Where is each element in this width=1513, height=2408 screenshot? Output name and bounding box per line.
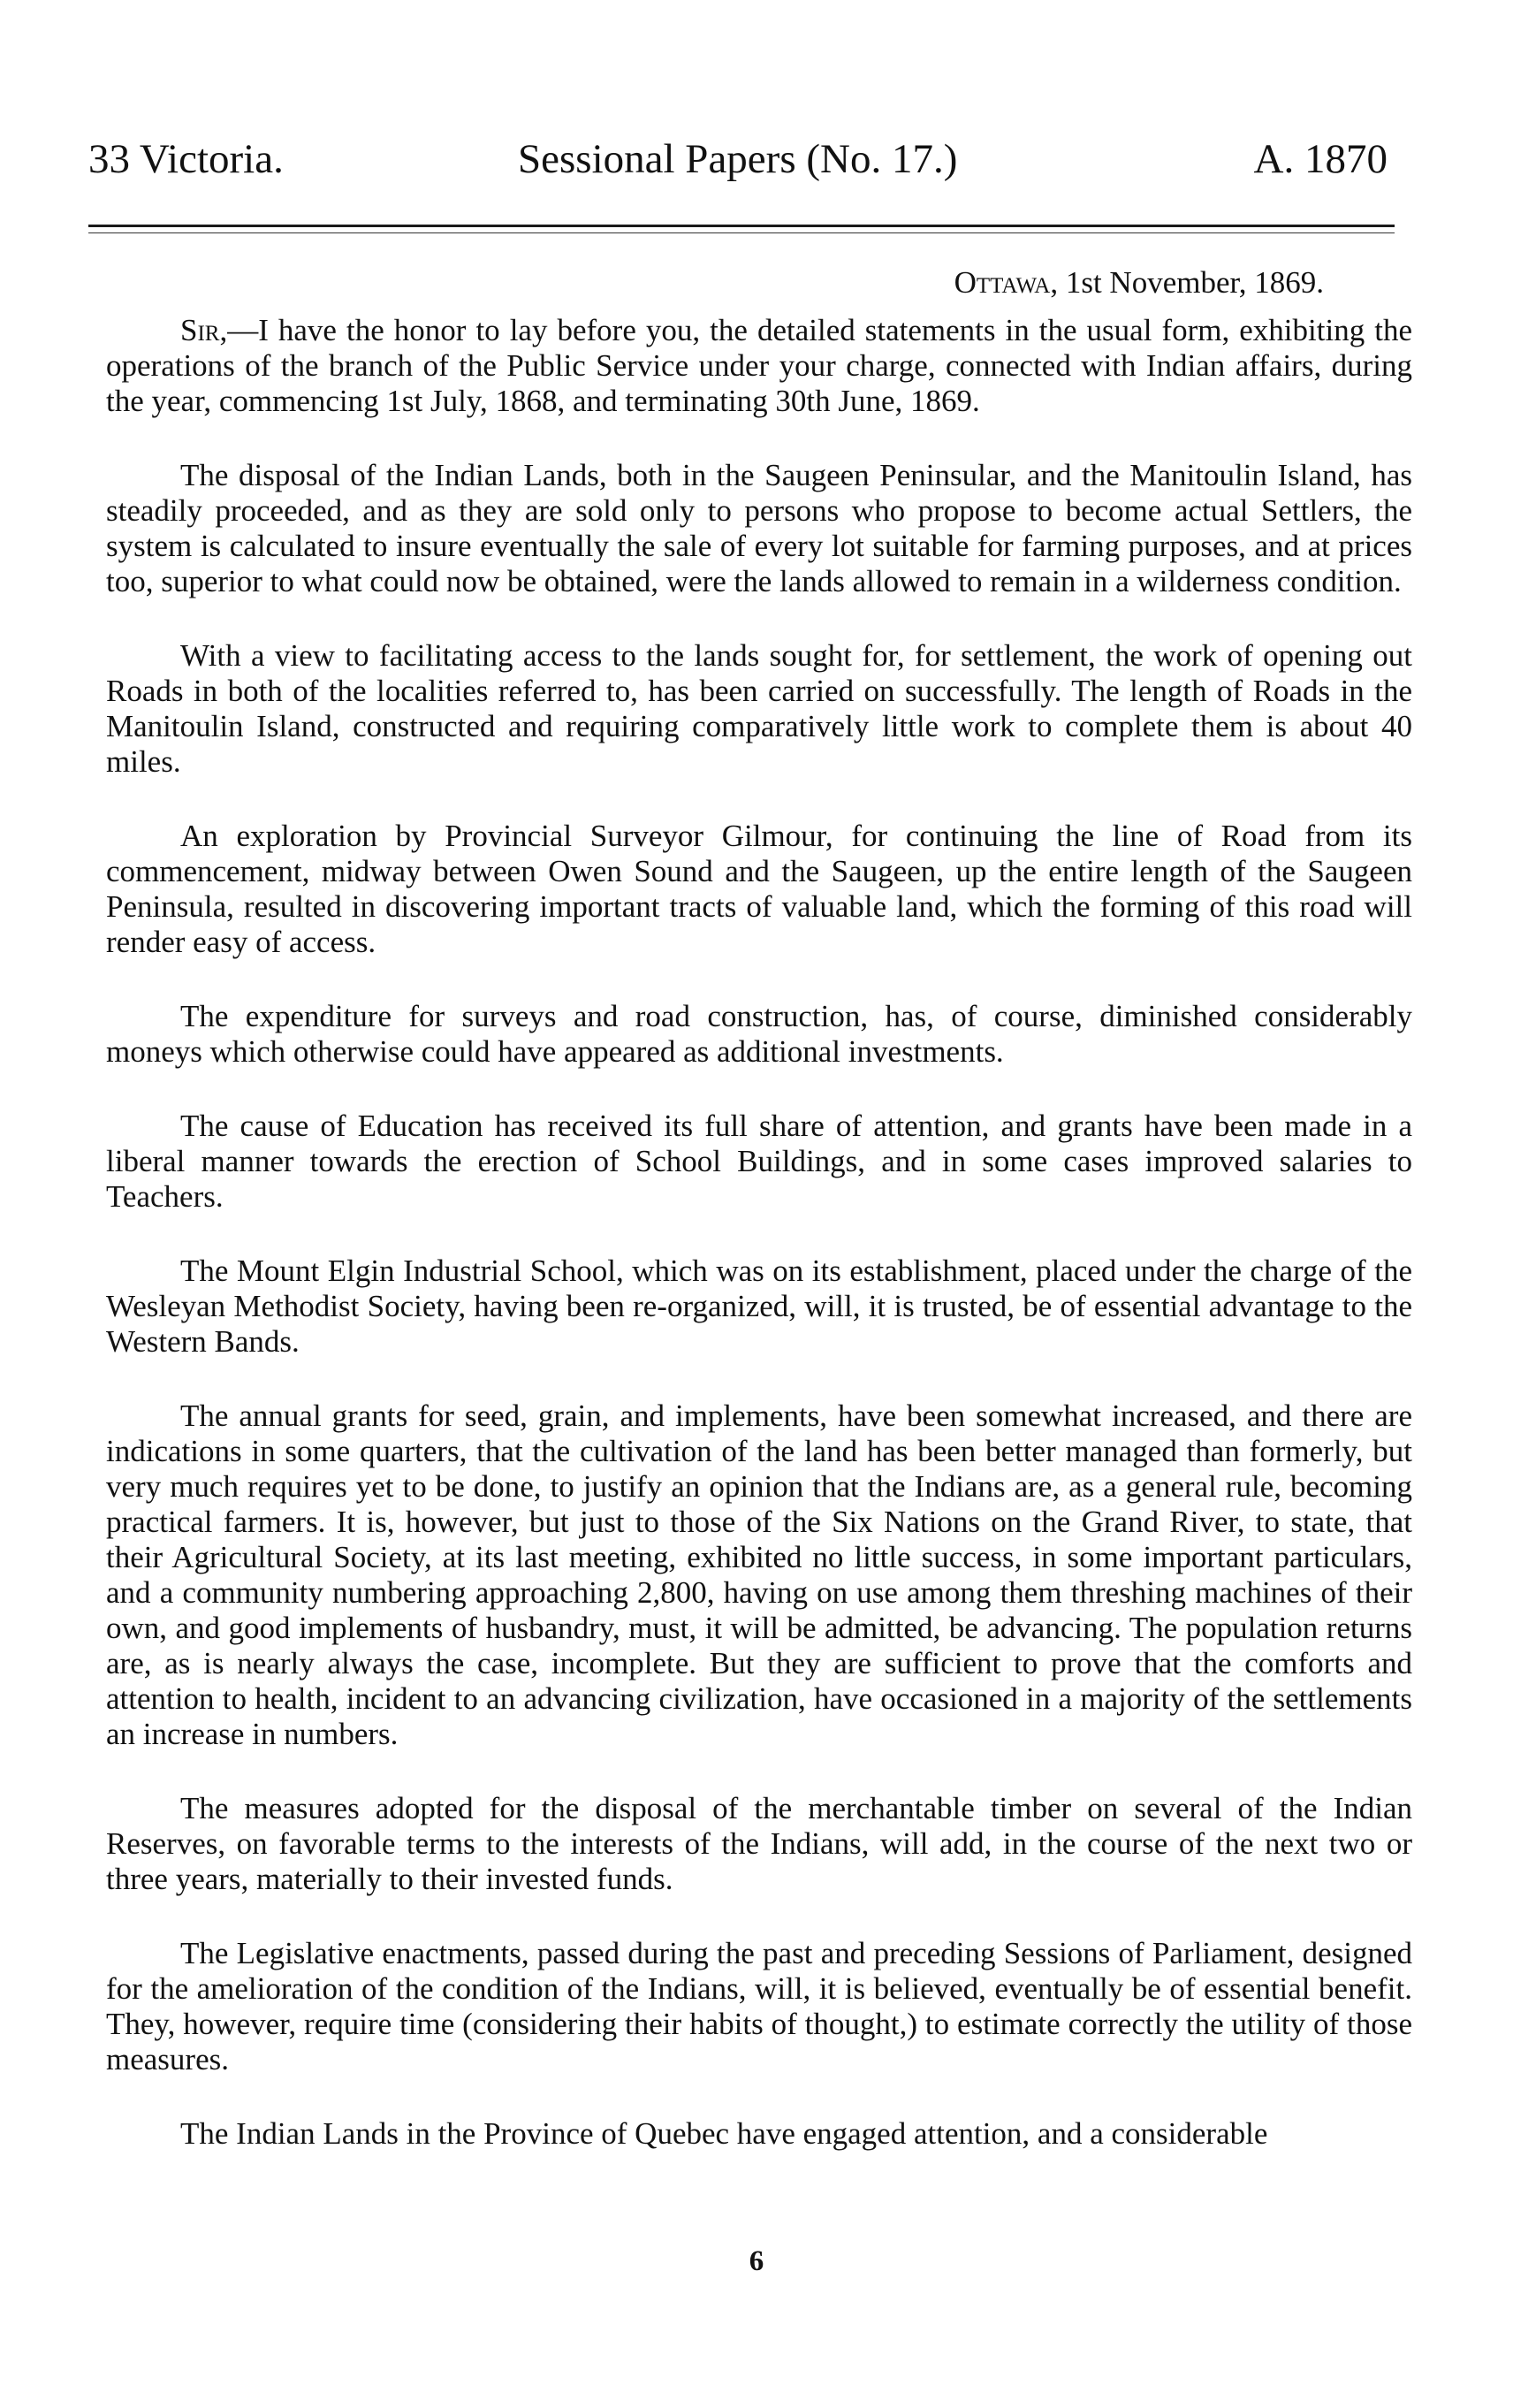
- header-rule-thin: [88, 232, 1395, 233]
- paragraph-annual-grants: The annual grants for seed, grain, and implements, have been somewhat increased, and there are indications in some quarters, that the cultivation of the land has been better managed than formerly, but very much requires yet to be done, to justify an opinion that the Indians are, as a general rule, becoming practical farmers. It is, however, but just to those of the Six Nations on the Grand River, to state, that their Agricultural Society, at its last meeting, exhibited no little success, in some important particulars, and a community numbering approaching 2,800, having on use among them threshing machines of their own, and good implements of husbandry, must, it will be admitted, be advancing. The population returns are, as is nearly always the case, incomplete. But they are sufficient to prove that the comforts and attention to health, incident to an advancing civilization, have occasioned in a majority of the settlements an increase in numbers.: [106, 1398, 1412, 1751]
- paragraph-legislative: The Legislative enactments, passed during the past and preceding Sessions of Parliament, designed for the amelioration of the condition of the Indians, will, it is believed, eventually be of essential benefit. They, however, require time (considering their habits of thought,) to estimate correctly the utility of those measures.: [106, 1936, 1412, 2077]
- header-year: A. 1870: [1253, 136, 1388, 182]
- paragraph-mount-elgin: The Mount Elgin Industrial School, which was on its establishment, placed under the charge of the Wesleyan Methodist Society, having been re-organized, will, it is trusted, be of essential advantage to the Western Bands.: [106, 1254, 1412, 1359]
- dateline-place: Ottawa: [954, 265, 1051, 300]
- paragraph-roads: With a view to facilitating access to the lands sought for, for settlement, the work of opening out Roads in both of the localities referred to, has been carried on successfully. The length of Roads in the Manitoulin Island, constructed and requiring comparatively little work to complete them is about 40 miles.: [106, 638, 1412, 779]
- paragraph-1-text: ,—I have the honor to lay before you, the detailed statements in the usual form, exhibiting the operations of the branch of the Public Service under your charge, connected with Indian affairs, during the year, commencing 1st July, 1868, and terminating 30th June, 1869.: [106, 313, 1412, 418]
- salutation: Sir: [180, 313, 220, 347]
- letter-body: [106, 265, 1412, 2152]
- paragraph-expenditure: The expenditure for surveys and road construction, has, of course, diminished considerably moneys which otherwise could have appeared as additional investments.: [106, 999, 1412, 1069]
- paragraph-indian-lands: The disposal of the Indian Lands, both in the Saugeen Peninsular, and the Manitoulin Island, has steadily proceeded, and as they are sold only to persons who propose to become actual Settlers, the system is calculated to insure eventually the sale of every lot suitable for farming purposes, and at prices too, superior to what could now be obtained, were the lands allowed to remain in a wilderness condition.: [106, 458, 1412, 598]
- running-header: [88, 133, 1396, 186]
- header-rule-thick: [88, 225, 1395, 227]
- page-number: 6: [749, 2245, 764, 2277]
- paragraph-timber: The measures adopted for the disposal of the merchantable timber on several of the Indian Reserves, on favorable terms to the interests of the Indians, will add, in the course of the next two or three years, materially to their invested funds.: [106, 1791, 1412, 1896]
- paragraph-quebec: The Indian Lands in the Province of Quebec have engaged attention, and a considerable: [180, 2116, 1268, 2151]
- header-regnal-year: 33 Victoria.: [88, 136, 284, 182]
- dateline-date: , 1st November, 1869.: [1050, 265, 1324, 300]
- dateline: [106, 265, 1412, 301]
- paragraph-salutation: [106, 313, 1412, 419]
- header-sessional-papers: Sessional Papers (No. 17.): [518, 136, 958, 182]
- paragraph-education: The cause of Education has received its full share of attention, and grants have been made in a liberal manner towards the erection of School Buildings, and in some cases improved salaries to Teachers.: [106, 1109, 1412, 1214]
- paragraph-exploration: An exploration by Provincial Surveyor Gilmour, for continuing the line of Road from its commencement, midway between Owen Sound and the Saugeen, up the entire length of the Saugeen Peninsula, resulted in discovering important tracts of valuable land, which the forming of this road will render easy of access.: [106, 819, 1412, 959]
